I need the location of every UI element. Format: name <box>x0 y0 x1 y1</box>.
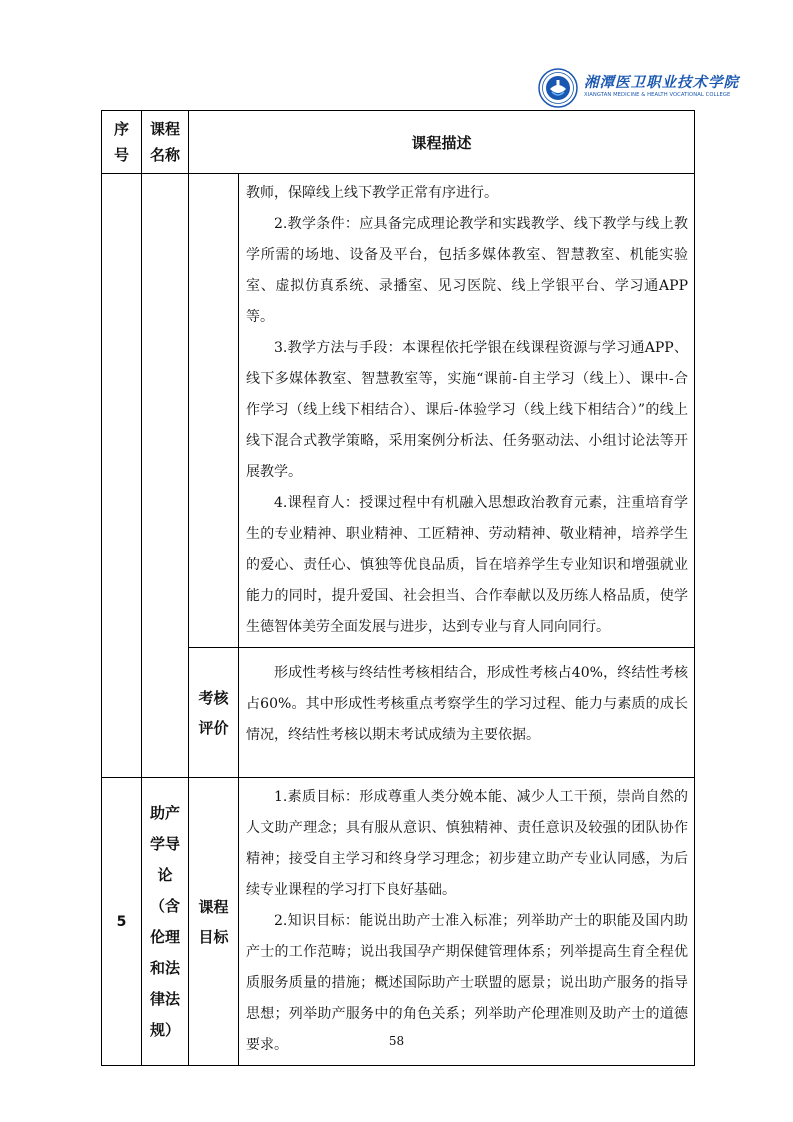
course-name-cell: 助产 学导 论 （含 伦理 和法 律法 规） <box>142 778 189 1066</box>
paragraph: 教师，保障线上线下教学正常有序进行。 <box>246 185 498 201</box>
row-sublabel-cell <box>189 174 239 648</box>
assessment-text: 形成性考核与终结性考核相结合，形成性考核占40%，终结性考核占60%。其中形成性考核重点考察学生的学习过程、能力与素质的成长情况，终结性考核以期末考试成绩为主要依据。 <box>246 665 689 743</box>
table-header-row <box>102 111 695 174</box>
college-logo <box>538 68 739 110</box>
assessment-label: 考核 评价 <box>189 648 239 778</box>
course-number-cell: 5 <box>102 778 142 1066</box>
paragraph: 1.素质目标：形成尊重人类分娩本能、减少人工干预，崇尚自然的人文助产理念；具有服从意识、慎独精神、责任意识及较强的团队协作精神；接受自主学习和终身学习理念；初步建立助产专业认同感，为后续专业课程的学习打下良好基础。 <box>246 789 689 898</box>
header-course-description: 课程描述 <box>189 111 695 174</box>
paragraph: 4.课程育人：授课过程中有机融入思想政治教育元素，注重培育学生的专业精神、职业精神、工匠精神、劳动精神、敬业精神，培养学生的爱心、责任心、慎独等优良品质，旨在培养学生专业知识和增强就业能力的同时，提升爱国、社会担当、合作奉献以及历练人格品质，使学生德智体美劳全面发展与进步，达到专业与育人同向同行。 <box>246 495 689 635</box>
college-emblem-icon <box>538 68 578 108</box>
course-table <box>101 110 695 1066</box>
college-name-cn: 湘潭医卫职业技术学院 <box>584 74 739 91</box>
assessment-text-cell <box>239 648 695 778</box>
paragraph: 2.教学条件：应具备完成理论教学和实践教学、线下教学与线上教学所需的场地、设备及平台，包括多媒体教室、智慧教室、机能实验室、虚拟仿真系统、录播室、见习医院、线上学银平台、学习通APP等。 <box>246 216 689 325</box>
table-row <box>102 648 695 778</box>
row-number-cell <box>102 174 142 778</box>
course-goal-cell <box>239 778 695 1066</box>
table-row <box>102 174 695 648</box>
college-name-en: XIANGTAN MEDICINE & HEALTH VOCATIONAL COLLEGE <box>584 92 731 98</box>
course-goal-label: 课程 目标 <box>189 778 239 1066</box>
teaching-implementation-cell <box>239 174 695 648</box>
header-number: 序 号 <box>102 111 142 174</box>
paragraph: 3.教学方法与手段：本课程依托学银在线课程资源与学习通APP、线下多媒体教室、智慧教室等，实施“课前-自主学习（线上）、课中-合作学习（线上线下相结合）、课后-体验学习（线上线下相结合）”的线上线下混合式教学策略，采用案例分析法、任务驱动法、小组讨论法等开展教学。 <box>246 340 689 480</box>
page-number: 58 <box>388 1034 405 1048</box>
paragraph: 2.知识目标：能说出助产士准入标准；列举助产士的职能及国内助产士的工作范畴；说出我国孕产期保健管理体系；列举提高生育全程优质服务质量的措施；概述国际助产士联盟的愿景；说出助产服务的指导思想；列举助产服务中的角色关系；列举助产伦理准则及助产士的道德要求。 <box>246 913 689 1053</box>
table-row <box>102 778 695 1066</box>
header-course-name: 课程 名称 <box>142 111 189 174</box>
row-course-name-cell <box>142 174 189 778</box>
